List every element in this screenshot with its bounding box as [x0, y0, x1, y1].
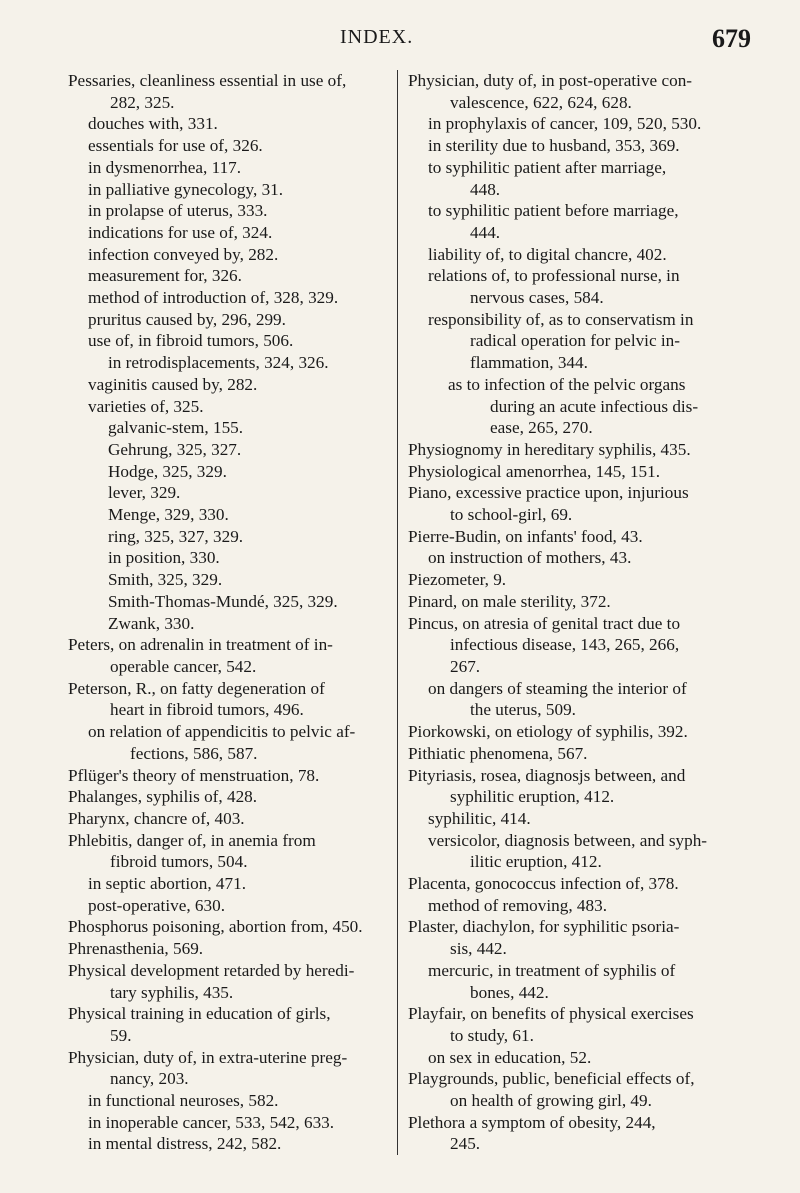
- index-entry-line: Piorkowski, on etiology of syphilis, 392.: [408, 722, 688, 742]
- index-entry-continuation: infectious disease, 143, 265, 266,: [450, 635, 680, 655]
- index-entry: [408, 591, 741, 613]
- index-entry-continuation: during an acute infectious dis-: [490, 396, 699, 416]
- index-entry-line: in septic abortion, 471.: [88, 874, 247, 894]
- index-entry-line: indications for use of, 324.: [88, 222, 273, 242]
- index-entry-line: Gehrung, 325, 327.: [108, 439, 242, 459]
- index-entry: [408, 1047, 741, 1069]
- index-entry-line: in position, 330.: [108, 548, 220, 568]
- index-entry: [408, 569, 741, 591]
- index-entry: [408, 1003, 741, 1046]
- index-entry: [408, 765, 741, 808]
- index-entry-continuation: sis, 442.: [450, 939, 507, 959]
- index-entry-continuation: 59.: [110, 1025, 132, 1045]
- index-entry-line: essentials for use of, 326.: [88, 136, 263, 156]
- index-entry-line: in retrodisplacements, 324, 326.: [108, 353, 329, 373]
- index-entry-line: lever, 329.: [108, 483, 181, 503]
- index-entry-continuation: the uterus, 509.: [470, 700, 576, 720]
- index-entry-line: in mental distress, 242, 582.: [88, 1134, 282, 1154]
- index-entry: [68, 309, 376, 331]
- index-entry: [68, 1133, 376, 1155]
- index-entry-line: measurement for, 326.: [88, 266, 242, 286]
- index-entry: [408, 960, 741, 1003]
- index-entry: [68, 808, 376, 830]
- index-entry: [68, 960, 376, 1003]
- page-header: [0, 24, 800, 52]
- index-entry-line: Phalanges, syphilis of, 428.: [68, 787, 258, 807]
- index-entry-continuation: valescence, 622, 624, 628.: [450, 92, 632, 112]
- index-entry: [408, 721, 741, 743]
- index-entry-line: in prophylaxis of cancer, 109, 520, 530.: [428, 114, 702, 134]
- index-entry-continuation: to study, 61.: [450, 1025, 534, 1045]
- index-entry: [68, 265, 376, 287]
- index-entry: [68, 244, 376, 266]
- index-entry-line: Hodge, 325, 329.: [108, 461, 227, 481]
- index-entry-line: Plethora a symptom of obesity, 244,: [408, 1112, 656, 1132]
- index-entry: [68, 482, 376, 504]
- index-entry-line: galvanic-stem, 155.: [108, 418, 244, 438]
- index-entry-line: liability of, to digital chancre, 402.: [428, 244, 667, 264]
- index-entry-continuation: flammation, 344.: [470, 353, 588, 373]
- index-entry-line: to syphilitic patient before marriage,: [428, 201, 679, 221]
- index-entry: [68, 374, 376, 396]
- index-entry-line: in dysmenorrhea, 117.: [88, 157, 242, 177]
- index-entry-line: post-operative, 630.: [88, 895, 225, 915]
- index-entry-line: Peterson, R., on fatty degeneration of: [68, 678, 325, 698]
- index-entry: [68, 721, 376, 764]
- index-entry-line: Smith, 325, 329.: [108, 570, 223, 590]
- index-entry-continuation: nervous cases, 584.: [470, 288, 604, 308]
- index-entry-continuation: nancy, 203.: [110, 1069, 189, 1089]
- index-entry-line: in sterility due to husband, 353, 369.: [428, 136, 680, 156]
- index-entry-line: Phrenasthenia, 569.: [68, 939, 204, 959]
- index-entry-line: Pincus, on atresia of genital tract due to: [408, 613, 681, 633]
- index-entry: [408, 482, 741, 525]
- index-entry: [68, 200, 376, 222]
- index-entry-line: Menge, 329, 330.: [108, 505, 229, 525]
- index-entry: [68, 461, 376, 483]
- index-entry-line: use of, in fibroid tumors, 506.: [88, 331, 294, 351]
- index-entry: [408, 1068, 741, 1111]
- index-entry-line: Physician, duty of, in extra-uterine preg-: [68, 1047, 348, 1067]
- index-entry: [68, 287, 376, 309]
- index-entry: [408, 547, 741, 569]
- index-entry: [68, 352, 376, 374]
- index-entry-continuation: fibroid tumors, 504.: [110, 852, 248, 872]
- index-entry-line: in palliative gynecology, 31.: [88, 179, 284, 199]
- index-entry-line: varieties of, 325.: [88, 396, 204, 416]
- index-entry: [68, 916, 376, 938]
- index-entry: [408, 113, 741, 135]
- index-entry: [68, 157, 376, 179]
- index-entry: [408, 526, 741, 548]
- index-entry-line: Zwank, 330.: [108, 613, 195, 633]
- index-entry: [408, 244, 741, 266]
- index-entry-line: in prolapse of uterus, 333.: [88, 201, 268, 221]
- index-entry-line: responsibility of, as to conservatism in: [428, 309, 694, 329]
- index-entry: [68, 396, 376, 418]
- index-entry-line: Pinard, on male sterility, 372.: [408, 591, 611, 611]
- index-entry-line: Pessaries, cleanliness essential in use of,: [68, 71, 347, 90]
- index-entry-line: mercuric, in treatment of syphilis of: [428, 960, 676, 980]
- index-entry-continuation: ease, 265, 270.: [490, 418, 593, 438]
- index-entry: [408, 439, 741, 461]
- index-entry: [408, 808, 741, 830]
- index-entry-line: douches with, 331.: [88, 114, 218, 134]
- index-entry: [408, 613, 741, 678]
- index-entry-line: Smith-Thomas-Mundé, 325, 329.: [108, 591, 338, 611]
- index-entry: [68, 1112, 376, 1134]
- index-entry-line: ring, 325, 327, 329.: [108, 526, 244, 546]
- index-entry: [408, 743, 741, 765]
- index-entry-continuation: heart in fibroid tumors, 496.: [110, 700, 304, 720]
- index-entry: [408, 1112, 741, 1155]
- index-entry: [68, 634, 376, 677]
- index-entry-line: method of introduction of, 328, 329.: [88, 288, 339, 308]
- index-entry-line: in functional neuroses, 582.: [88, 1091, 279, 1111]
- index-entry-line: Pierre-Budin, on infants' food, 43.: [408, 526, 643, 546]
- index-entry: [408, 461, 741, 483]
- index-entry-line: in inoperable cancer, 533, 542, 633.: [88, 1112, 335, 1132]
- index-entry-continuation: 448.: [470, 179, 501, 199]
- index-column-right: [397, 70, 741, 1155]
- index-entry-line: on relation of appendicitis to pelvic af-: [88, 722, 356, 742]
- index-entry-line: vaginitis caused by, 282.: [88, 374, 258, 394]
- index-entry-line: versicolor, diagnosis between, and syph-: [428, 830, 708, 850]
- index-entry-line: as to infection of the pelvic organs: [448, 374, 686, 394]
- index-entry: [68, 222, 376, 244]
- index-entry: [68, 417, 376, 439]
- index-entry-line: Physiognomy in hereditary syphilis, 435.: [408, 439, 691, 459]
- index-entry: [408, 157, 741, 200]
- index-entry-line: Plaster, diachylon, for syphilitic psoria-: [408, 917, 680, 937]
- index-entry: [408, 916, 741, 959]
- index-entry: [408, 678, 741, 721]
- index-entry: [68, 830, 376, 873]
- index-entry-line: Pharynx, chancre of, 403.: [68, 808, 245, 828]
- index-entry-line: Physical training in education of girls,: [68, 1004, 331, 1024]
- index-entry: [408, 70, 741, 113]
- index-entry: [68, 786, 376, 808]
- index-entry-line: relations of, to professional nurse, in: [428, 266, 680, 286]
- index-entry-continuation: ilitic eruption, 412.: [470, 852, 602, 872]
- index-entry: [68, 179, 376, 201]
- index-entry-line: infection conveyed by, 282.: [88, 244, 279, 264]
- index-entry: [68, 591, 376, 613]
- index-entry-line: Piezometer, 9.: [408, 570, 507, 590]
- index-entry: [408, 200, 741, 243]
- index-entry-line: to syphilitic patient after marriage,: [428, 157, 667, 177]
- index-entry-line: Phosphorus poisoning, abortion from, 450.: [68, 917, 363, 937]
- index-entry: [408, 135, 741, 157]
- index-entry-line: Physical development retarded by heredi-: [68, 960, 355, 980]
- index-entry-continuation: radical operation for pelvic in-: [470, 331, 680, 351]
- index-entry: [68, 547, 376, 569]
- index-entry: [68, 1003, 376, 1046]
- page-number: 679: [712, 24, 751, 53]
- index-entry-line: Phlebitis, danger of, in anemia from: [68, 830, 316, 850]
- index-entry-line: Physician, duty of, in post-operative con-: [408, 71, 693, 90]
- index-entry: [68, 439, 376, 461]
- index-entry: [68, 135, 376, 157]
- index-entry: [68, 938, 376, 960]
- running-title: INDEX.: [340, 26, 414, 48]
- index-entry: [68, 1047, 376, 1090]
- index-entry-line: on sex in education, 52.: [428, 1047, 592, 1067]
- index-entry-line: on dangers of steaming the interior of: [428, 678, 687, 698]
- index-entry: [68, 678, 376, 721]
- index-entry-line: pruritus caused by, 296, 299.: [88, 309, 286, 329]
- index-entry-line: Playgrounds, public, beneficial effects of,: [408, 1069, 695, 1089]
- index-entry-line: Peters, on adrenalin in treatment of in-: [68, 635, 333, 655]
- index-entry-line: Pithiatic phenomena, 567.: [408, 743, 588, 763]
- index-entry: [68, 70, 376, 113]
- index-entry: [408, 374, 741, 439]
- index-entry-line: syphilitic, 414.: [428, 808, 531, 828]
- index-entry-line: Playfair, on benefits of physical exercises: [408, 1004, 694, 1024]
- index-entry: [68, 113, 376, 135]
- index-entry-line: Piano, excessive practice upon, injurious: [408, 483, 689, 503]
- index-entry-continuation: 245.: [450, 1134, 481, 1154]
- index-entry-continuation: 282, 325.: [110, 92, 175, 112]
- index-entry-line: method of removing, 483.: [428, 895, 608, 915]
- index-entry-line: on instruction of mothers, 43.: [428, 548, 632, 568]
- index-entry-continuation: fections, 586, 587.: [130, 743, 258, 763]
- index-entry-continuation: 267.: [450, 656, 481, 676]
- index-entry: [68, 873, 376, 895]
- index-entry-continuation: tary syphilis, 435.: [110, 982, 234, 1002]
- index-entry-line: Pityriasis, rosea, diagnosjs between, and: [408, 765, 686, 785]
- index-entry-continuation: operable cancer, 542.: [110, 656, 257, 676]
- index-entry: [68, 526, 376, 548]
- index-entry: [408, 873, 741, 895]
- index-entry-line: Physiological amenorrhea, 145, 151.: [408, 461, 661, 481]
- index-entry: [68, 330, 376, 352]
- index-entry-continuation: to school-girl, 69.: [450, 505, 573, 525]
- index-entry: [68, 613, 376, 635]
- index-entry: [408, 309, 741, 374]
- index-entry: [68, 569, 376, 591]
- index-entry: [408, 830, 741, 873]
- index-entry-line: Placenta, gonococcus infection of, 378.: [408, 874, 679, 894]
- index-entry: [68, 504, 376, 526]
- index-entry: [408, 895, 741, 917]
- index-entry-line: Pflüger's theory of menstruation, 78.: [68, 765, 320, 785]
- index-entry: [68, 895, 376, 917]
- index-entry-continuation: bones, 442.: [470, 982, 549, 1002]
- index-entry: [68, 765, 376, 787]
- index-entry: [408, 265, 741, 308]
- index-entry-continuation: on health of growing girl, 49.: [450, 1091, 652, 1111]
- index-entry-continuation: syphilitic eruption, 412.: [450, 787, 615, 807]
- index-entry: [68, 1090, 376, 1112]
- index-entry-continuation: 444.: [470, 222, 501, 242]
- index-column-left: [68, 70, 376, 1155]
